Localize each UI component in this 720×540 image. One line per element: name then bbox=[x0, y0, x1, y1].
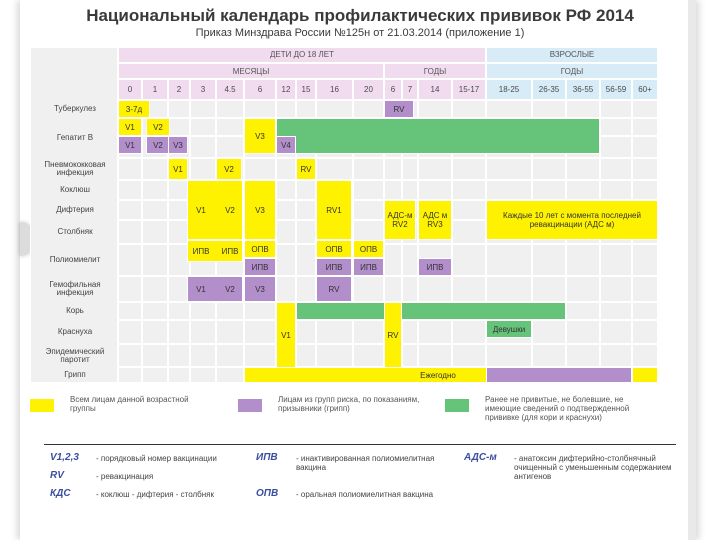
grid-cell bbox=[600, 244, 632, 276]
grid-cell bbox=[600, 302, 632, 320]
grid-cell bbox=[142, 244, 168, 276]
grid-cell bbox=[296, 200, 316, 220]
vaccination-mark bbox=[244, 258, 276, 276]
grid-cell bbox=[632, 344, 658, 367]
grid-cell bbox=[168, 118, 190, 136]
grid-cell bbox=[216, 344, 244, 367]
grid-cell bbox=[296, 244, 316, 276]
legend-green-swatch bbox=[445, 399, 469, 412]
row-name: Столбняк bbox=[57, 227, 93, 236]
grid-cell bbox=[118, 302, 142, 320]
vaccination-mark-label: RV bbox=[300, 164, 312, 174]
legend-yellow-swatch bbox=[30, 399, 54, 412]
grid-cell bbox=[244, 320, 276, 344]
row-name: Краснуха bbox=[57, 327, 93, 336]
row-name: Гепатит В bbox=[56, 133, 94, 142]
vaccination-mark-label: V1 bbox=[281, 330, 291, 340]
row-name: Дифтерия bbox=[56, 205, 94, 214]
grid-cell bbox=[353, 276, 384, 302]
vaccination-mark-label: ИПВ bbox=[426, 262, 444, 272]
grid-cell bbox=[452, 276, 486, 302]
grid-cell bbox=[452, 220, 486, 244]
vaccination-mark bbox=[118, 100, 150, 118]
row-name: Пневмококковая инфекция bbox=[44, 160, 106, 177]
grid-cell bbox=[452, 100, 486, 118]
grid-cell bbox=[566, 320, 600, 344]
header-years-children: ГОДЫ bbox=[423, 67, 447, 76]
vaccination-mark bbox=[384, 100, 414, 118]
abbr-text-kds: - коклюш - дифтерия - столбняк bbox=[96, 490, 214, 499]
grid-cell bbox=[142, 320, 168, 344]
legend-green-text: Ранее не привитые, не болевшие, не имеющие сведений о подтвержденной прививке (для кори и краснухи) bbox=[485, 395, 630, 422]
vaccination-mark-label: 3-7д bbox=[125, 104, 143, 114]
abbr-text-ads: - анатоксин дифтерийно-столбнячный очищенный с уменьшенным содержанием антигенов bbox=[514, 454, 672, 481]
grid-cell bbox=[418, 320, 452, 344]
age-label: 18-25 bbox=[498, 85, 520, 94]
grid-cell bbox=[316, 344, 353, 367]
age-label: 36-55 bbox=[572, 85, 594, 94]
grid-cell bbox=[600, 276, 632, 302]
grid-cell bbox=[402, 158, 418, 180]
vaccination-mark-label: V3 bbox=[173, 140, 183, 150]
vaccination-mark-label: V2 bbox=[225, 284, 235, 294]
vaccination-mark-label: Каждые 10 лет с момента последней ревакцинации (АДС м) bbox=[503, 211, 641, 229]
grid-cell bbox=[118, 367, 142, 383]
vaccination-mark bbox=[146, 118, 170, 136]
grid-cell bbox=[418, 180, 452, 200]
age-label: 4.5 bbox=[224, 85, 236, 94]
vaccination-mark-label: ИПВ bbox=[192, 246, 210, 256]
abbr-key-ipv: ИПВ bbox=[256, 452, 278, 463]
grid-cell bbox=[316, 320, 353, 344]
grid-cell bbox=[118, 220, 142, 244]
legend-purple-text: Лицам из групп риска, по показаниям, призывники (грипп) bbox=[278, 395, 420, 413]
grid-cell bbox=[316, 100, 353, 118]
grid-cell bbox=[384, 180, 402, 200]
grid-cell bbox=[276, 158, 296, 180]
age-label: 7 bbox=[407, 85, 413, 94]
vaccination-mark bbox=[276, 302, 296, 368]
grid-cell bbox=[216, 367, 244, 383]
grid-cell bbox=[452, 158, 486, 180]
grid-cell bbox=[402, 180, 418, 200]
row-name: Эпидемический паротит bbox=[45, 346, 105, 364]
grid-cell bbox=[296, 220, 316, 244]
vaccination-mark-label: V4 bbox=[281, 140, 291, 150]
grid-cell bbox=[216, 118, 244, 136]
grid-cell bbox=[190, 158, 216, 180]
vaccination-mark bbox=[296, 302, 566, 320]
grid-cell bbox=[418, 276, 452, 302]
vaccination-mark bbox=[316, 258, 352, 276]
age-label: 26-35 bbox=[538, 85, 560, 94]
grid-cell bbox=[402, 320, 418, 344]
vaccination-mark bbox=[418, 200, 452, 240]
grid-cell bbox=[244, 302, 276, 320]
grid-cell bbox=[532, 180, 566, 200]
vaccination-mark-label: ОПВ bbox=[251, 244, 269, 254]
grid-cell bbox=[452, 180, 486, 200]
vaccination-mark bbox=[486, 200, 658, 240]
grid-cell bbox=[566, 302, 600, 320]
grid-cell bbox=[353, 180, 384, 200]
vaccination-mark bbox=[146, 136, 170, 154]
grid-cell bbox=[486, 344, 532, 367]
vaccination-mark-label: Ежегодно bbox=[420, 370, 456, 380]
grid-cell bbox=[296, 100, 316, 118]
header-months: МЕСЯЦЫ bbox=[232, 67, 270, 76]
vaccination-mark bbox=[244, 118, 276, 154]
grid-cell bbox=[566, 100, 600, 118]
legend-purple-swatch bbox=[238, 399, 262, 412]
row-name: Коклюш bbox=[60, 185, 90, 194]
grid-cell bbox=[600, 320, 632, 344]
grid-cell bbox=[168, 367, 190, 383]
grid-cell bbox=[402, 244, 418, 276]
grid-cell bbox=[118, 244, 142, 276]
abbr-text-rv: - ревакцинация bbox=[96, 472, 154, 481]
vaccination-mark-label: ОПВ bbox=[359, 244, 378, 254]
vaccination-mark bbox=[276, 118, 600, 154]
row-name: Туберкулез bbox=[54, 104, 96, 113]
grid-cell bbox=[600, 344, 632, 367]
vaccination-mark-label: V1 bbox=[196, 205, 206, 215]
vaccination-mark-label: ОПВ bbox=[325, 244, 343, 254]
grid-cell bbox=[142, 276, 168, 302]
age-label: 60+ bbox=[638, 85, 652, 94]
grid-cell bbox=[600, 180, 632, 200]
vaccination-mark bbox=[632, 367, 658, 383]
vaccination-mark bbox=[168, 136, 188, 154]
grid-cell bbox=[632, 244, 658, 276]
vaccination-mark bbox=[244, 180, 276, 240]
color-legend bbox=[28, 395, 678, 435]
vaccination-mark-label: RV1 bbox=[326, 205, 342, 215]
grid-cell bbox=[384, 276, 402, 302]
vaccination-mark-label: ИПВ bbox=[221, 246, 239, 256]
vaccination-mark-label: Девушки bbox=[492, 324, 526, 334]
vaccination-mark bbox=[486, 320, 532, 338]
grid-cell bbox=[142, 180, 168, 200]
grid-cell bbox=[632, 136, 658, 158]
grid-cell bbox=[142, 158, 168, 180]
age-label: 15-17 bbox=[458, 85, 480, 94]
row-name: Корь bbox=[66, 306, 84, 315]
grid-cell bbox=[168, 344, 190, 367]
grid-cell bbox=[118, 344, 142, 367]
age-label: 56-59 bbox=[605, 85, 627, 94]
grid-cell bbox=[566, 158, 600, 180]
grid-cell bbox=[353, 158, 384, 180]
vaccination-mark bbox=[276, 136, 296, 154]
age-label: 15 bbox=[301, 85, 311, 94]
grid-cell bbox=[118, 320, 142, 344]
grid-cell bbox=[452, 320, 486, 344]
vaccination-mark-label: V3 bbox=[255, 205, 265, 215]
grid-cell bbox=[296, 344, 316, 367]
grid-cell bbox=[486, 180, 532, 200]
grid-cell bbox=[142, 200, 168, 220]
legend-divider bbox=[44, 444, 676, 445]
grid-cell bbox=[190, 302, 216, 320]
vaccination-mark-label: ИПВ bbox=[251, 262, 269, 272]
grid-cell bbox=[276, 180, 296, 200]
grid-cell bbox=[353, 344, 384, 367]
grid-cell bbox=[190, 344, 216, 367]
page-title: Национальный календарь профилактических прививок РФ 2014 bbox=[86, 6, 634, 25]
vaccination-mark-label: ИПВ bbox=[360, 262, 377, 272]
grid-cell bbox=[118, 180, 142, 200]
age-label: 16 bbox=[330, 85, 339, 94]
age-label: 2 bbox=[176, 85, 182, 94]
grid-cell bbox=[142, 367, 168, 383]
grid-cell bbox=[452, 200, 486, 220]
vaccination-mark bbox=[384, 200, 416, 240]
age-label: 14 bbox=[430, 85, 440, 94]
grid-cell bbox=[296, 180, 316, 200]
grid-cell bbox=[632, 118, 658, 136]
vaccination-mark-label: V1 bbox=[125, 140, 135, 150]
header-years-adults: ГОДЫ bbox=[560, 67, 584, 76]
grid-cell bbox=[296, 276, 316, 302]
grid-cell bbox=[190, 100, 216, 118]
vaccination-mark-label: V3 bbox=[255, 284, 265, 294]
grid-cell bbox=[276, 200, 296, 220]
grid-cell bbox=[216, 100, 244, 118]
vaccination-mark-label: V1 bbox=[173, 164, 183, 174]
grid-cell bbox=[600, 118, 632, 136]
grid-cell bbox=[276, 276, 296, 302]
grid-cell bbox=[632, 158, 658, 180]
grid-cell bbox=[168, 100, 190, 118]
grid-cell bbox=[486, 158, 532, 180]
vaccination-mark-label: V2 bbox=[225, 205, 235, 215]
grid-cell bbox=[452, 244, 486, 276]
grid-cell bbox=[216, 302, 244, 320]
grid-cell bbox=[118, 200, 142, 220]
abbr-text-opv: - оральная полиомиелитная вакцина bbox=[296, 490, 434, 499]
grid-cell bbox=[384, 158, 402, 180]
vaccination-mark bbox=[296, 158, 316, 180]
abbr-text-v: - порядковый номер вакцинации bbox=[96, 454, 217, 463]
vaccination-mark bbox=[244, 276, 276, 302]
grid-cell bbox=[532, 100, 566, 118]
grid-cell bbox=[600, 136, 632, 158]
vaccination-mark bbox=[168, 158, 188, 180]
grid-cell bbox=[190, 118, 216, 136]
grid-cell bbox=[216, 320, 244, 344]
grid-cell bbox=[418, 158, 452, 180]
grid-cell bbox=[353, 320, 384, 344]
grid-cell bbox=[168, 302, 190, 320]
vaccination-mark bbox=[418, 258, 452, 276]
grid-cell bbox=[216, 136, 244, 158]
vaccination-mark bbox=[353, 240, 384, 258]
vaccination-mark-label: V2 bbox=[153, 140, 163, 150]
grid-cell bbox=[142, 302, 168, 320]
vaccination-mark-label: V1 bbox=[196, 284, 206, 294]
grid-cell bbox=[532, 158, 566, 180]
row-name: Гемофильная инфекция bbox=[49, 280, 101, 297]
vaccination-mark-label: RV bbox=[387, 330, 399, 340]
grid-cell bbox=[632, 276, 658, 302]
vaccination-mark-label: V2 bbox=[153, 122, 163, 132]
grid-cell bbox=[316, 158, 353, 180]
grid-cell bbox=[532, 276, 566, 302]
vaccination-mark bbox=[244, 240, 276, 258]
vaccination-mark bbox=[118, 136, 142, 154]
grid-cell bbox=[142, 344, 168, 367]
abbr-text-ipv: - инактивированная полиомиелитная вакцина bbox=[296, 454, 435, 472]
grid-cell bbox=[486, 100, 532, 118]
grid-cell bbox=[532, 320, 566, 344]
grid-cell bbox=[566, 276, 600, 302]
grid-cell bbox=[190, 136, 216, 158]
age-label: 6 bbox=[390, 85, 396, 94]
abbr-key-v: V1,2,3 bbox=[50, 452, 79, 463]
abbr-key-ads: АДС-м bbox=[464, 452, 497, 463]
grid-cell bbox=[244, 344, 276, 367]
grid-cell bbox=[486, 244, 532, 276]
grid-cell bbox=[296, 320, 316, 344]
grid-cell bbox=[566, 344, 600, 367]
vaccination-mark bbox=[316, 240, 352, 258]
vaccination-mark-label: RV bbox=[393, 104, 405, 114]
abbr-key-opv: ОПВ bbox=[256, 488, 279, 499]
vaccination-mark bbox=[216, 158, 242, 180]
abbr-key-rv: RV bbox=[50, 470, 64, 481]
grid-cell bbox=[402, 344, 418, 367]
grid-cell bbox=[276, 100, 296, 118]
legend-yellow-text: Всем лицам данной возрастной группы bbox=[70, 395, 189, 413]
grid-cell bbox=[190, 367, 216, 383]
grid-cell bbox=[353, 200, 384, 220]
vaccination-mark-label: RV bbox=[328, 284, 340, 294]
grid-cell bbox=[118, 158, 142, 180]
row-name: Полиомиелит bbox=[49, 255, 101, 264]
vaccination-mark-label: V2 bbox=[224, 164, 234, 174]
grid-cell bbox=[632, 180, 658, 200]
grid-cell bbox=[142, 220, 168, 244]
age-label: 3 bbox=[200, 85, 206, 94]
grid-cell bbox=[632, 302, 658, 320]
vaccination-mark-label: АДС м RV3 bbox=[422, 211, 448, 229]
grid-cell bbox=[118, 276, 142, 302]
page-subtitle: Приказ Минздрава России №125н от 21.03.2014 (приложение 1) bbox=[195, 27, 525, 39]
vaccination-mark-label: V1 bbox=[125, 122, 135, 132]
grid-cell bbox=[600, 100, 632, 118]
vaccination-mark-label: АДС-м RV2 bbox=[387, 211, 413, 229]
vaccination-mark bbox=[486, 367, 632, 383]
abbr-key-kds: КДС bbox=[50, 488, 71, 499]
grid-cell bbox=[566, 244, 600, 276]
grid-cell bbox=[402, 276, 418, 302]
vaccination-mark bbox=[316, 276, 352, 302]
grid-cell bbox=[353, 100, 384, 118]
vaccination-mark-label: V3 bbox=[255, 131, 265, 141]
grid-cell bbox=[276, 244, 296, 276]
grid-cell bbox=[418, 100, 452, 118]
grid-cell bbox=[244, 100, 276, 118]
vaccination-mark bbox=[316, 180, 352, 240]
grid-cell bbox=[632, 100, 658, 118]
grid-cell bbox=[168, 320, 190, 344]
age-label: 1 bbox=[152, 85, 158, 94]
grid-cell bbox=[566, 180, 600, 200]
grid-cell bbox=[190, 320, 216, 344]
grid-cell bbox=[632, 320, 658, 344]
row-name: Грипп bbox=[64, 370, 86, 379]
grid-cell bbox=[486, 276, 532, 302]
grid-cell bbox=[600, 158, 632, 180]
header-children: ДЕТИ ДО 18 ЛЕТ bbox=[269, 50, 335, 59]
header-adults: ВЗРОСЛЫЕ bbox=[549, 50, 595, 59]
grid-cell bbox=[418, 344, 452, 367]
age-label: 0 bbox=[127, 85, 133, 94]
grid-cell bbox=[452, 344, 486, 367]
vaccination-mark bbox=[384, 302, 402, 368]
grid-cell bbox=[532, 244, 566, 276]
grid-cell bbox=[244, 158, 276, 180]
vaccination-mark bbox=[353, 258, 384, 276]
age-label: 6 bbox=[257, 85, 263, 94]
grid-cell bbox=[276, 220, 296, 244]
grid-cell bbox=[384, 244, 402, 276]
vaccination-mark-label: ИПВ bbox=[325, 262, 343, 272]
grid-cell bbox=[532, 344, 566, 367]
vaccination-mark bbox=[118, 118, 142, 136]
age-label: 20 bbox=[364, 85, 373, 94]
age-label: 12 bbox=[281, 85, 291, 94]
